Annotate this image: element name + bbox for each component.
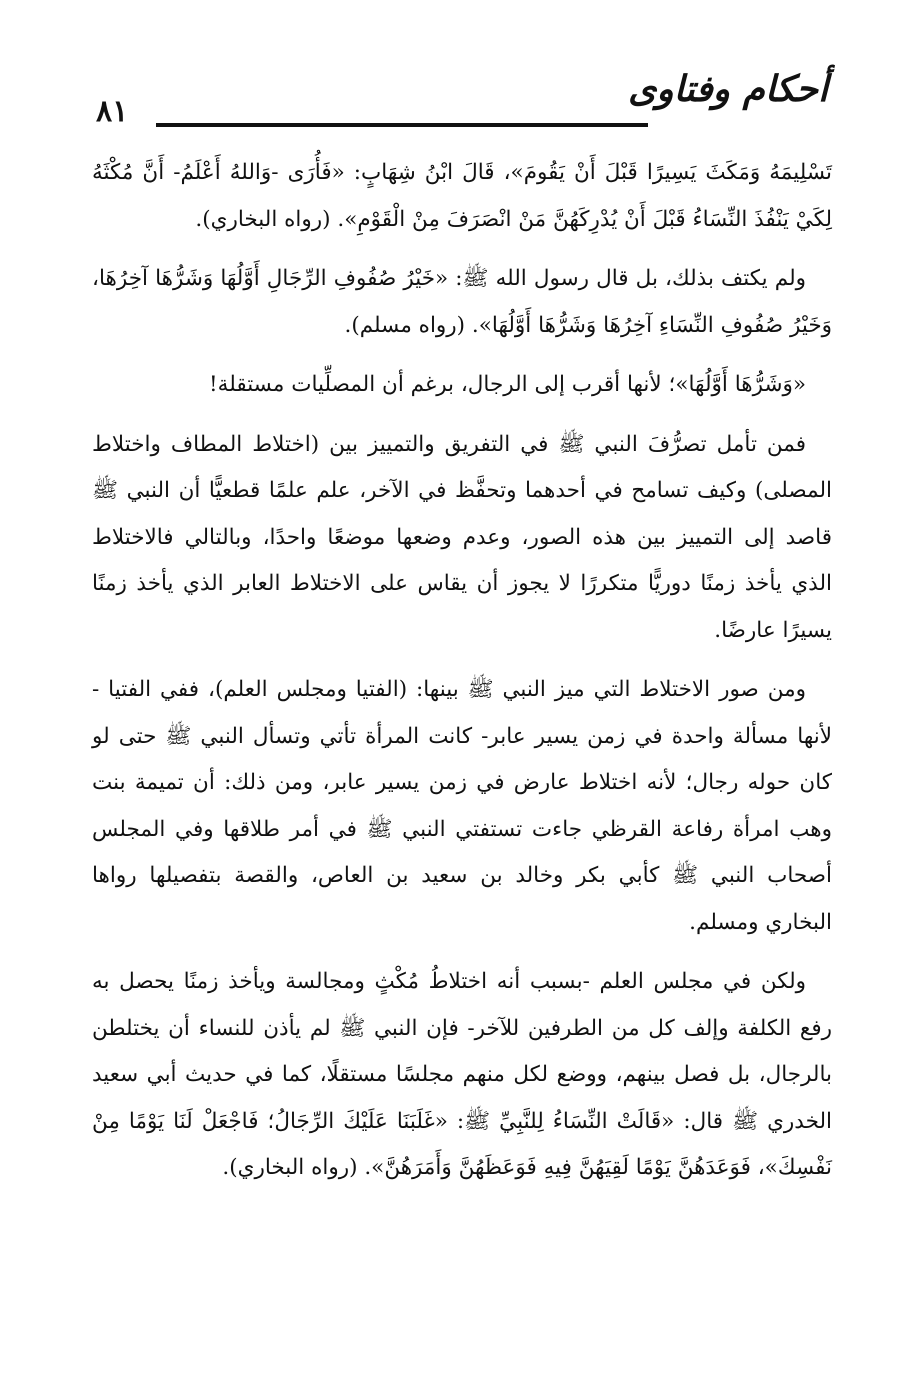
page-header [96,60,828,136]
paragraph: «وَشَرُّهَا أَوَّلُهَا»؛ لأنها أقرب إلى الرجال، برغم أن المصلِّيات مستقلة! [209,372,806,397]
paragraph: ومن صور الاختلاط التي ميز النبي ﷺ بينها: (الفتيا ومجلس العلم)، ففي الفتيا - لأنها مسألة واحدة في زمن يسير عابر- كانت المرأة تأتي وتسأل النبي ﷺ حتى لو كان حوله رجال؛ لأنه اختلاط عارض في زمن يسير عابر، ومن ذلك: أن تميمة بنت وهب امرأة رفاعة القرظي جاءت تستفتي النبي ﷺ في أمر طلاقها وفي المجلس أصحاب النبي ﷺ كأبي بكر وخالد بن سعيد بن العاص، والقصة بتفصيلها رواها البخاري ومسلم. [92,677,832,935]
paragraph: فمن تأمل تصرُّفَ النبي ﷺ في التفريق والتمييز بين (اختلاط المطاف واختلاط المصلى) وكيف تسامح في أحدهما وتحفَّظ في الآخر، علم علمًا قطعيًّا أن النبي ﷺ قاصد إلى التمييز بين هذه الصور، وعدم وضعها موضعًا واحدًا، وبالتالي فالاختلاط الذي يأخذ زمنًا دوريًّا متكررًا لا يجوز أن يقاس على الاختلاط العابر الذي يأخذ زمنًا يسيرًا عارضًا. [92,431,832,643]
paragraph: ولم يكتف بذلك، بل قال رسول الله ﷺ: «خَيْرُ صُفُوفِ الرِّجَالِ أَوَّلُهَا وَشَرُّهَا آخِرُهَا، وَخَيْرُ صُفُوفِ النِّسَاءِ آخِرُهَا وَشَرُّهَا أَوَّلُهَا». (رواه مسلم). [92,266,832,338]
page-number: ٨١ [96,94,129,129]
book-title: أحكام وفتاوى [628,68,828,110]
header-rule [156,123,648,127]
paragraph: ولكن في مجلس العلم -بسبب أنه اختلاطُ مُكْثٍ ومجالسة ويأخذ زمنًا يحصل به رفع الكلفة وإلف كل من الطرفين للآخر- فإن النبي ﷺ لم يأذن للنساء أن يختلطن بالرجال، بل فصل بينهم، ووضع لكل منهم مجلسًا مستقلًا، كما في حديث أبي سعيد الخدري ﷺ قال: «قَالَتْ النِّسَاءُ لِلنَّبِيِّ ﷺ: «غَلَبَنَا عَلَيْكَ الرِّجَالُ؛ فَاجْعَلْ لَنَا يَوْمًا مِنْ نَفْسِكَ»، فَوَعَدَهُنَّ يَوْمًا لَقِيَهُنَّ فِيهِ فَوَعَظَهُنَّ وَأَمَرَهُنَّ». (رواه البخاري). [92,969,832,1180]
body-text [92,150,832,1205]
paragraph: تَسْلِيمَهُ وَمَكَثَ يَسِيرًا قَبْلَ أَنْ يَقُومَ»، قَالَ ابْنُ شِهَابٍ: «فَأُرَى -وَاللهُ أَعْلَمُ- أَنَّ مُكْثَهُ لِكَيْ يَنْفُذَ النِّسَاءُ قَبْلَ أَنْ يُدْرِكَهُنَّ مَنْ انْصَرَفَ مِنْ الْقَوْمِ». (رواه البخاري). [92,160,832,232]
